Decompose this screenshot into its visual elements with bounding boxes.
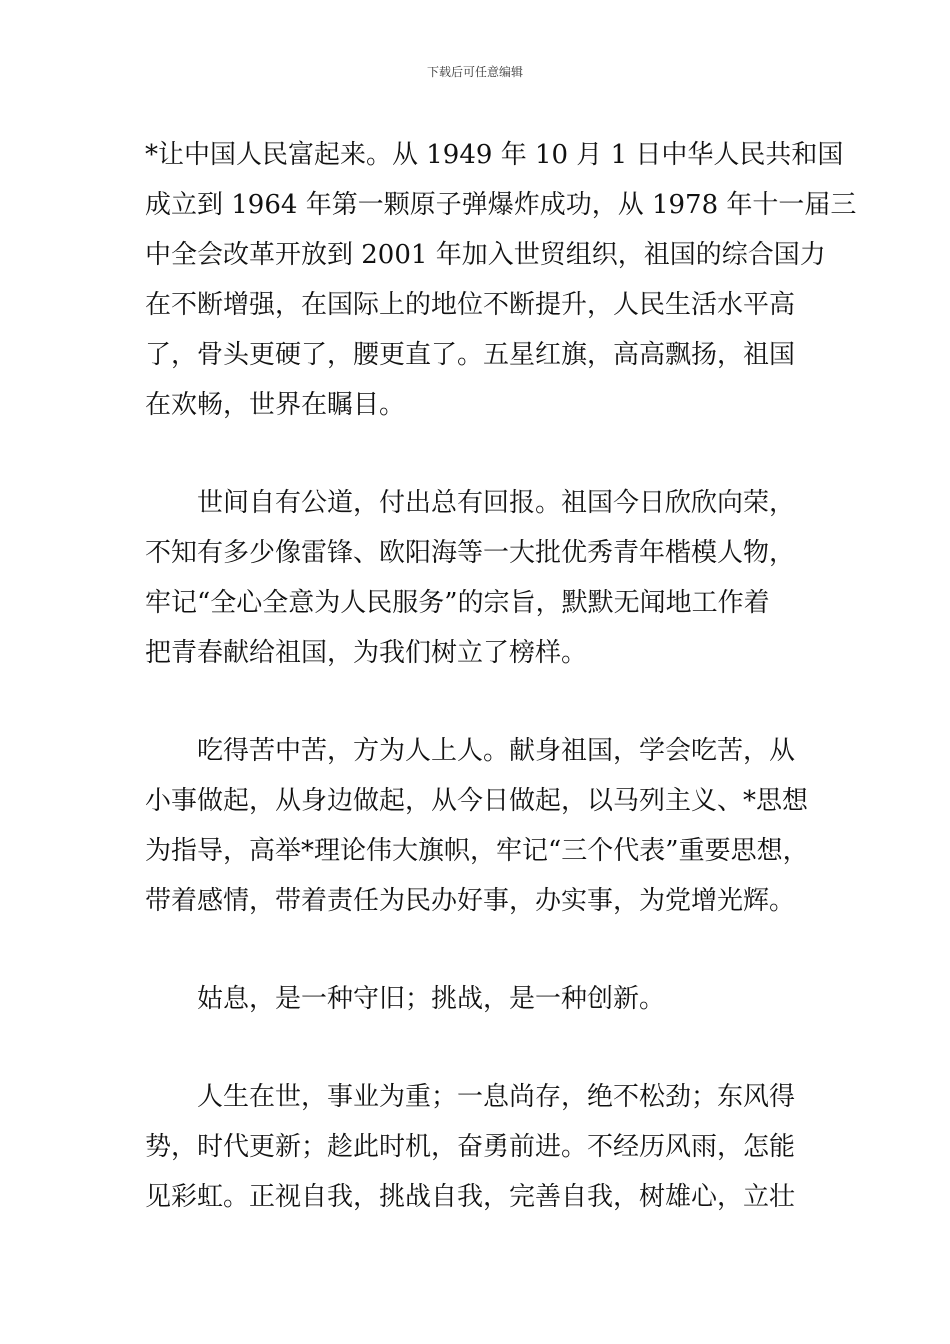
text-line: 把青春献给祖国，为我们树立了榜样。 bbox=[145, 638, 588, 668]
text-line: 在不断增强，在国际上的地位不断提升，人民生活水平高 bbox=[145, 290, 796, 320]
paragraph-4 bbox=[145, 974, 810, 1024]
page-header: 下载后可任意编辑 bbox=[426, 65, 523, 79]
text-line: 为指导，高举*理论伟大旗帜，牢记“三个代表”重要思想， bbox=[145, 836, 809, 866]
text-line: 姑息，是一种守旧；挑战，是一种创新。 bbox=[197, 984, 666, 1014]
text-line: 人生在世，事业为重；一息尚存，绝不松劲；东风得 bbox=[197, 1082, 796, 1112]
text-line: 成立到 1964 年第一颗原子弹爆炸成功，从 1978 年十一届三 bbox=[145, 190, 857, 220]
text-line: 牢记“全心全意为人民服务”的宗旨，默默无闻地工作着 bbox=[145, 588, 770, 618]
text-line: 见彩虹。正视自我，挑战自我，完善自我，树雄心，立壮 bbox=[145, 1182, 796, 1212]
text-line: 在欢畅，世界在瞩目。 bbox=[145, 390, 406, 420]
paragraph-2 bbox=[145, 478, 810, 678]
text-line: 小事做起，从身边做起，从今日做起，以马列主义、*思想 bbox=[145, 786, 809, 816]
text-line: 势，时代更新；趁此时机，奋勇前进。不经历风雨，怎能 bbox=[145, 1132, 796, 1162]
text-line: 中全会改革开放到 2001 年加入世贸组织，祖国的综合国力 bbox=[145, 240, 826, 270]
paragraph-3 bbox=[145, 726, 810, 926]
text-line: 了，骨头更硬了，腰更直了。五星红旗，高高飘扬，祖国 bbox=[145, 340, 796, 370]
paragraph-1 bbox=[145, 130, 857, 430]
text-line: 不知有多少像雷锋、欧阳海等一大批优秀青年楷模人物， bbox=[145, 538, 796, 568]
paragraph-5 bbox=[145, 1072, 810, 1222]
text-line: *让中国人民富起来。从 1949 年 10 月 1 日中华人民共和国 bbox=[145, 140, 844, 170]
text-line: 世间自有公道，付出总有回报。祖国今日欣欣向荣， bbox=[197, 488, 796, 518]
document-body bbox=[145, 130, 857, 1222]
text-line: 吃得苦中苦，方为人上人。献身祖国，学会吃苦，从 bbox=[197, 736, 796, 766]
text-line: 带着感情，带着责任为民办好事，办实事，为党增光辉。 bbox=[145, 886, 796, 916]
